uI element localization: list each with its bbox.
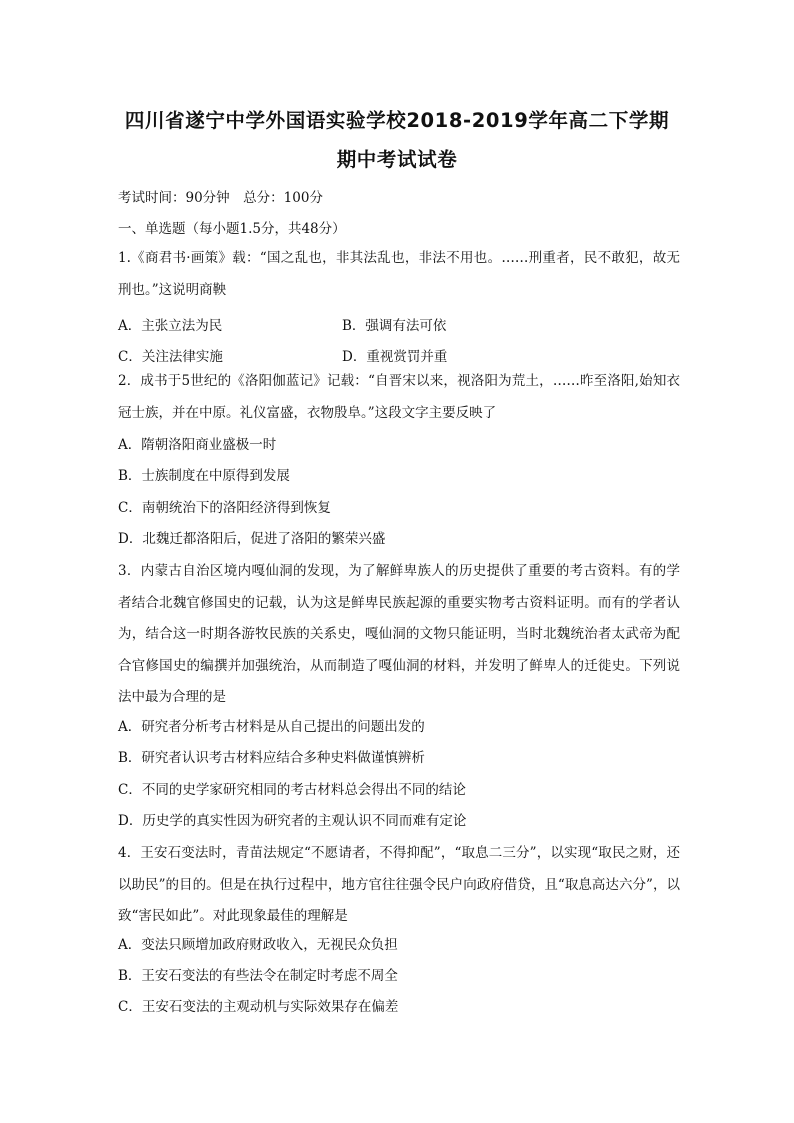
question-4-option-a: A．变法只顾增加政府财政收入，无视民众负担: [118, 937, 398, 953]
question-2-stem: 2．成书于5世纪的《洛阳伽蓝记》记载：“自晋宋以来，视洛阳为荒土，……昨至洛阳,始知衣冠士族，并在中原。礼仪富盛，衣物殷阜。”这段文字主要反映了: [118, 373, 680, 421]
question-2-option-c: C．南朝统治下的洛阳经济得到恢复: [118, 500, 331, 516]
question-4-stem: 4．王安石变法时，青苗法规定“不愿请者，不得抑配”，“取息二三分”，以实现“取民之财，还以助民”的目的。但是在执行过程中，地方官往往强令民户向政府借贷，且“取息高达六分”，以致“害民如此”。对此现象最佳的理解是: [118, 845, 680, 924]
question-3-option-a: A．研究者分析考古材料是从自己提出的问题出发的: [118, 719, 425, 735]
exam-title: 四川省遂宁中学外国语实验学校2018-2019学年高二下学期: [124, 109, 670, 132]
question-2-option-d: D．北魏迁都洛阳后，促进了洛阳的繁荣兴盛: [118, 531, 386, 547]
question-3-option-c: C．不同的史学家研究相同的考古材料总会得出不同的结论: [118, 782, 466, 798]
question-3-option-d: D．历史学的真实性因为研究者的主观认识不同而难有定论: [118, 813, 467, 829]
question-4-option-c: C．王安石变法的主观动机与实际效果存在偏差: [118, 999, 399, 1015]
question-1-stem: 1.《商君书·画策》载：“国之乱也，非其法乱也，非法不用也。……刑重者，民不敢犯，故无刑也。”这说明商鞅: [118, 250, 680, 298]
question-1-option-a: A．主张立法为民: [118, 318, 223, 334]
exam-subtitle: 期中考试试卷: [336, 148, 458, 171]
question-2-option-a: A．隋朝洛阳商业盛极一时: [118, 437, 277, 453]
question-1-option-d: D．重视赏罚并重: [342, 349, 448, 365]
question-1-options-row-1: [118, 311, 680, 334]
question-3-option-b: B．研究者认识考古材料应结合多种史料做谨慎辨析: [118, 750, 425, 766]
question-2-option-b: B．士族制度在中原得到发展: [118, 468, 290, 484]
question-1-option-c: C．关注法律实施: [118, 349, 223, 365]
question-1-options-row-2: [118, 342, 680, 365]
question-3-stem: 3．内蒙古自治区境内嘎仙洞的发现，为了解鲜卑族人的历史提供了重要的考古资料。有的学者结合北魏官修国史的记载，认为这是鲜卑民族起源的重要实物考古资料证明。而有的学者认为，结合这一时期各游牧民族的关系史，嘎仙洞的文物只能证明，当时北魏统治者太武帝为配合官修国史的编撰并加强统治，从而制造了嘎仙洞的材料，并发明了鲜卑人的迁徙史。下列说法中最为合理的是: [118, 563, 680, 705]
question-4-option-b: B．王安石变法的有些法令在制定时考虑不周全: [118, 968, 398, 984]
question-1-option-b: B．强调有法可依: [342, 318, 447, 334]
exam-info: 考试时间：90分钟 总分：100分: [118, 190, 323, 206]
section-heading: 一、单选题（每小题1.5分，共48分）: [118, 221, 346, 237]
